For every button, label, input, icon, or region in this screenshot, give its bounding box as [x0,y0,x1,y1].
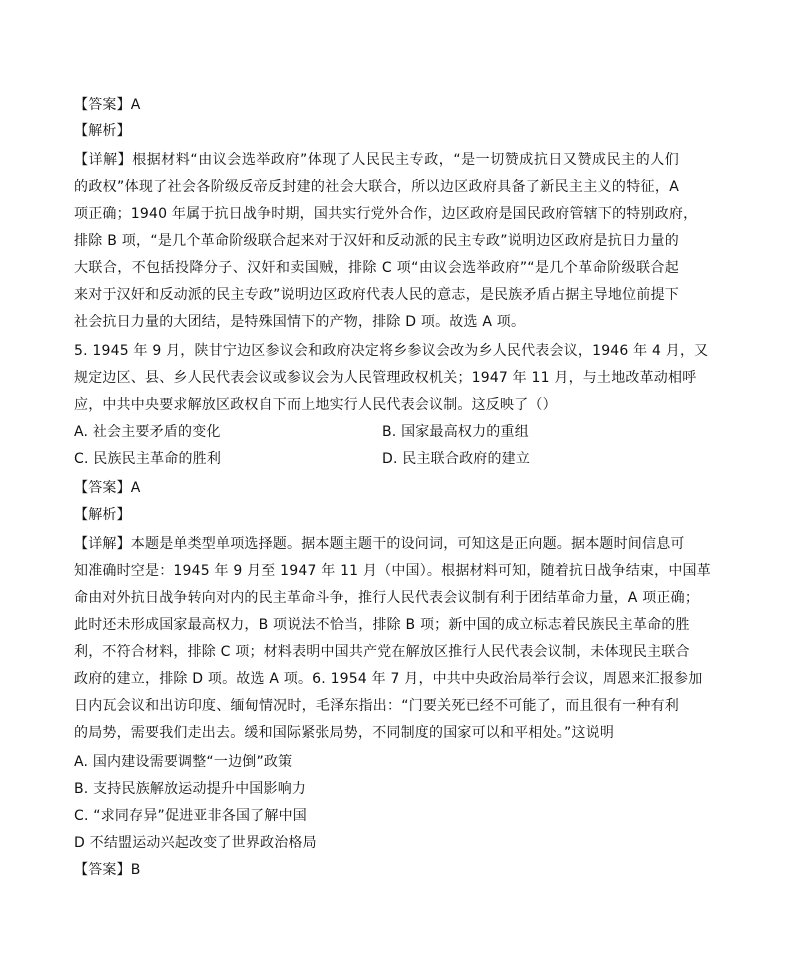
analysis-label: 【解析】 [74,123,131,139]
question-5-stem: 5. 1945 年 9 月，陕甘宁边区参议会和政府决定将乡参议会改为乡人民代表会议，1946 年 4 月，又 [74,343,709,359]
detail-line: 此时还未形成国家最高权力，B 项说法不恰当，排除 B 项；新中国的成立标志着民族民主革命的胜 [74,617,690,633]
answer-label: 【答案】B [74,862,141,878]
option-d: D. 民主联合政府的建立 [382,451,531,467]
detail-line: 【详解】本题是单类型单项选择题。据本题主题干的设问词，可知这是正向题。据本题时间信息可 [74,536,685,552]
answer-label: 【答案】A [74,480,141,496]
detail-line: 命由对外抗日战争转向对内的民主革命斗争，推行人民代表会议制有利于团结革命力量，A 项正确； [74,590,700,606]
detail-line: 【详解】根据材料“由议会选举政府”体现了人民民主专政，“是一切赞成抗日又赞成民主的人们 [74,152,679,168]
question-5-stem: 规定边区、县、乡人民代表会议或参议会为人民管理政权机关；1947 年 11 月，与土地改革动相呼 [74,370,697,386]
detail-line: 的局势，需要我们走出去。缓和国际紧张局势，不同制度的国家可以和平相处。”这说明 [74,725,615,741]
detail-line: 社会抗日力量的大团结，是特殊国情下的产物，排除 D 项。故选 A 项。 [74,314,526,330]
option-b: B. 国家最高权力的重组 [382,424,529,440]
option-a: A. 社会主要矛盾的变化 [74,424,221,440]
option-c: C. “求同存异”促进亚非各国了解中国 [74,808,307,824]
option-b: B. 支持民族解放运动提升中国影响力 [74,781,307,797]
analysis-label: 【解析】 [74,507,131,523]
detail-line: 大联合，不包括投降分子、汉奸和卖国贼，排除 C 项“由议会选举政府”“是几个革命阶级联合起 [74,260,679,276]
detail-line: 知准确时空是：1945 年 9 月至 1947 年 11 月（中国）。根据材料可知，随着抗日战争结束，中国革 [74,563,711,579]
option-d: D 不结盟运动兴起改变了世界政治格局 [74,835,317,851]
detail-line: 项正确；1940 年属于抗日战争时期，国共实行党外合作，边区政府是国民政府管辖下的特别政府， [74,206,698,222]
detail-line: 日内瓦会议和出访印度、缅甸情况时，毛泽东指出：“门要关死已经不可能了，而且很有一种有利 [74,698,679,714]
detail-line: 政府的建立，排除 D 项。故选 A 项。6. 1954 年 7 月，中共中央政治局举行会议，周恩来汇报参加 [74,671,703,687]
detail-line: 来对于汉奸和反动派的民主专政”说明边区政府代表人民的意志，是民族矛盾占据主导地位前提下 [74,287,679,303]
detail-line: 排除 B 项，“是几个革命阶级联合起来对于汉奸和反动派的民主专政”说明边区政府是抗日力量的 [74,233,679,249]
answer-label: 【答案】A [74,97,141,113]
detail-line: 的政权”体现了社会各阶级反帝反封建的社会大联合，所以边区政府具备了新民主主义的特征，A [74,179,679,195]
option-c: C. 民族民主革命的胜利 [74,451,222,467]
option-a: A. 国内建设需要调整“一边倒”政策 [74,754,293,770]
question-5-stem: 应，中共中央要求解放区政权自下而上地实行人民代表会议制。这反映了（） [74,397,557,413]
detail-line: 利，不符合材料，排除 C 项；材料表明中国共产党在解放区推行人民代表会议制，未体现民主联合 [74,644,690,660]
